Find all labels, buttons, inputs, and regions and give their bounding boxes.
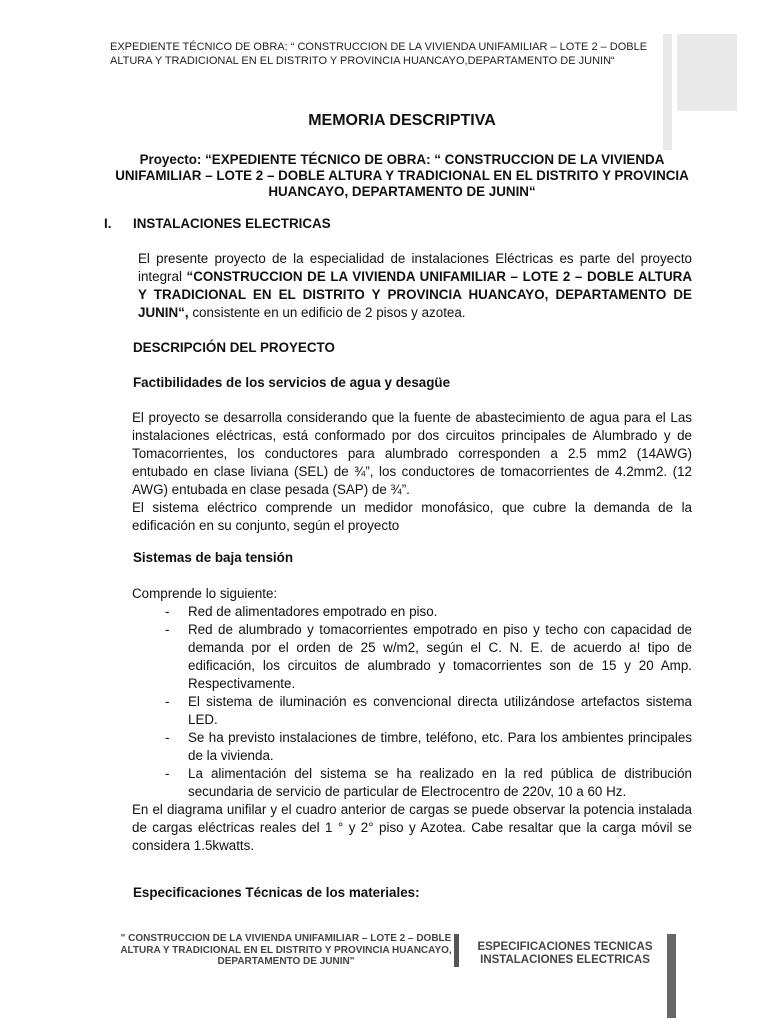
list-dash: - xyxy=(165,766,170,781)
intro-bold: “CONSTRUCCION DE LA VIVIENDA UNIFAMILIAR – LOTE 2 – DOBLE ALTURA Y TRADICIONAL EN EL DISTRITO Y PROVINCIA HUANCAYO, DEPARTAMENTO DE JUNIN“, xyxy=(138,269,692,320)
section-title: INSTALACIONES ELECTRICAS xyxy=(133,216,331,231)
baja-tension-list xyxy=(132,603,692,801)
footer-divider xyxy=(454,934,459,967)
intro-tail: consistente en un edificio de 2 pisos y azotea. xyxy=(188,305,466,320)
footer-project: " CONSTRUCCION DE LA VIVIENDA UNIFAMILIAR – LOTE 2 – DOBLE ALTURA Y TRADICIONAL EN EL DISTRITO Y PROVINCIA HUANCAYO, DEPARTAMENTO DE JUNIN" xyxy=(120,933,452,967)
heading-baja-tension: Sistemas de baja tensión xyxy=(133,550,294,565)
baja-tension-text xyxy=(132,585,692,855)
list-item xyxy=(132,693,692,729)
list-item xyxy=(132,621,692,693)
baja-tension-intro: Comprende lo siguiente: xyxy=(132,586,278,601)
heading-factibilidades: Factibilidades de los servicios de agua y desagüe xyxy=(133,375,451,390)
intro-paragraph xyxy=(138,250,692,322)
list-item-text: Red de alumbrado y tomacorrientes empotrado en piso y techo con capacidad de demanda por el orden de 25 w/m2, según el C. N. E. de acuerdo a! tipo de edificación, los circuitos de alumbrado y tomacorrientes son de 15 y 20 Amp. Respectivamente. xyxy=(188,622,692,691)
footer-section-line2: INSTALACIONES ELECTRICAS xyxy=(480,954,650,966)
header-decor-box xyxy=(677,34,737,111)
intro-lead: El presente proyecto de la especialidad de instalaciones Eléctricas es parte del proyecto integral xyxy=(138,251,692,284)
footer-section xyxy=(470,941,660,967)
list-item xyxy=(132,603,692,621)
project-title: Proyecto: “EXPEDIENTE TÉCNICO DE OBRA: “ CONSTRUCCION DE LA VIVIENDA UNIFAMILIAR – LOTE 2 – DOBLE ALTURA Y TRADICIONAL EN EL DISTRITO Y PROVINCIA HUANCAYO, DEPARTAMENTO DE JUNIN“ xyxy=(115,152,689,199)
heading-descripcion: DESCRIPCIÓN DEL PROYECTO xyxy=(133,340,335,355)
footer-section-line1: ESPECIFICACIONES TECNICAS xyxy=(477,941,653,953)
factibilidades-paragraph: El sistema eléctrico comprende un medidor monofásico, que cubre la demanda de la edificación en su conjunto, según el proyecto xyxy=(132,500,692,533)
section-number: I. xyxy=(104,216,112,231)
factibilidades-paragraph: El proyecto se desarrolla considerando que la fuente de abastecimiento de agua para el Las instalaciones eléctricas, está conformado por dos circuitos principales de Alumbrado y de Tomacorrientes, los conductores para alumbrado corresponden a 2.5 mm2 (14AWG) entubado en clase liviana (SEL) de ¾”, los conductores de tomacorrientes de 4.2mm2. (12 AWG) entubada en clase pesada (SAP) de ¾”. xyxy=(132,410,692,497)
footer-decor-bar xyxy=(667,934,676,1018)
document-header: EXPEDIENTE TÉCNICO DE OBRA: “ CONSTRUCCION DE LA VIVIENDA UNIFAMILIAR – LOTE 2 – DOBLE ALTURA Y TRADICIONAL EN EL DISTRITO Y PROVINCIA HUANCAYO,DEPARTAMENTO DE JUNIN“ xyxy=(110,41,648,67)
heading-especificaciones: Especificaciones Técnicas de los materiales: xyxy=(133,885,420,900)
list-item-text: El sistema de iluminación es convencional directa utilizándose artefactos sistema LED. xyxy=(188,694,692,727)
header-decor-bar xyxy=(663,34,672,150)
list-dash: - xyxy=(165,730,170,745)
list-item-text: Red de alimentadores empotrado en piso. xyxy=(188,604,438,619)
factibilidades-text xyxy=(132,409,692,535)
list-dash: - xyxy=(165,622,170,637)
page-title: MEMORIA DESCRIPTIVA xyxy=(308,112,496,129)
list-item xyxy=(132,765,692,801)
list-dash: - xyxy=(165,694,170,709)
list-item xyxy=(132,729,692,765)
list-item-text: Se ha previsto instalaciones de timbre, teléfono, etc. Para los ambientes principales de la vivienda. xyxy=(188,730,692,763)
list-item-text: La alimentación del sistema se ha realizado en la red pública de distribución secundaria de servicio de particular de Electrocentro de 220v, 10 a 60 Hz. xyxy=(188,766,692,799)
baja-tension-closing: En el diagrama unifilar y el cuadro anterior de cargas se puede observar la potencia instalada de cargas eléctricas reales del 1 ° y 2° piso y Azotea. Cabe resaltar que la carga móvil se considera 1.5kwatts. xyxy=(132,802,692,853)
list-dash: - xyxy=(165,604,170,619)
